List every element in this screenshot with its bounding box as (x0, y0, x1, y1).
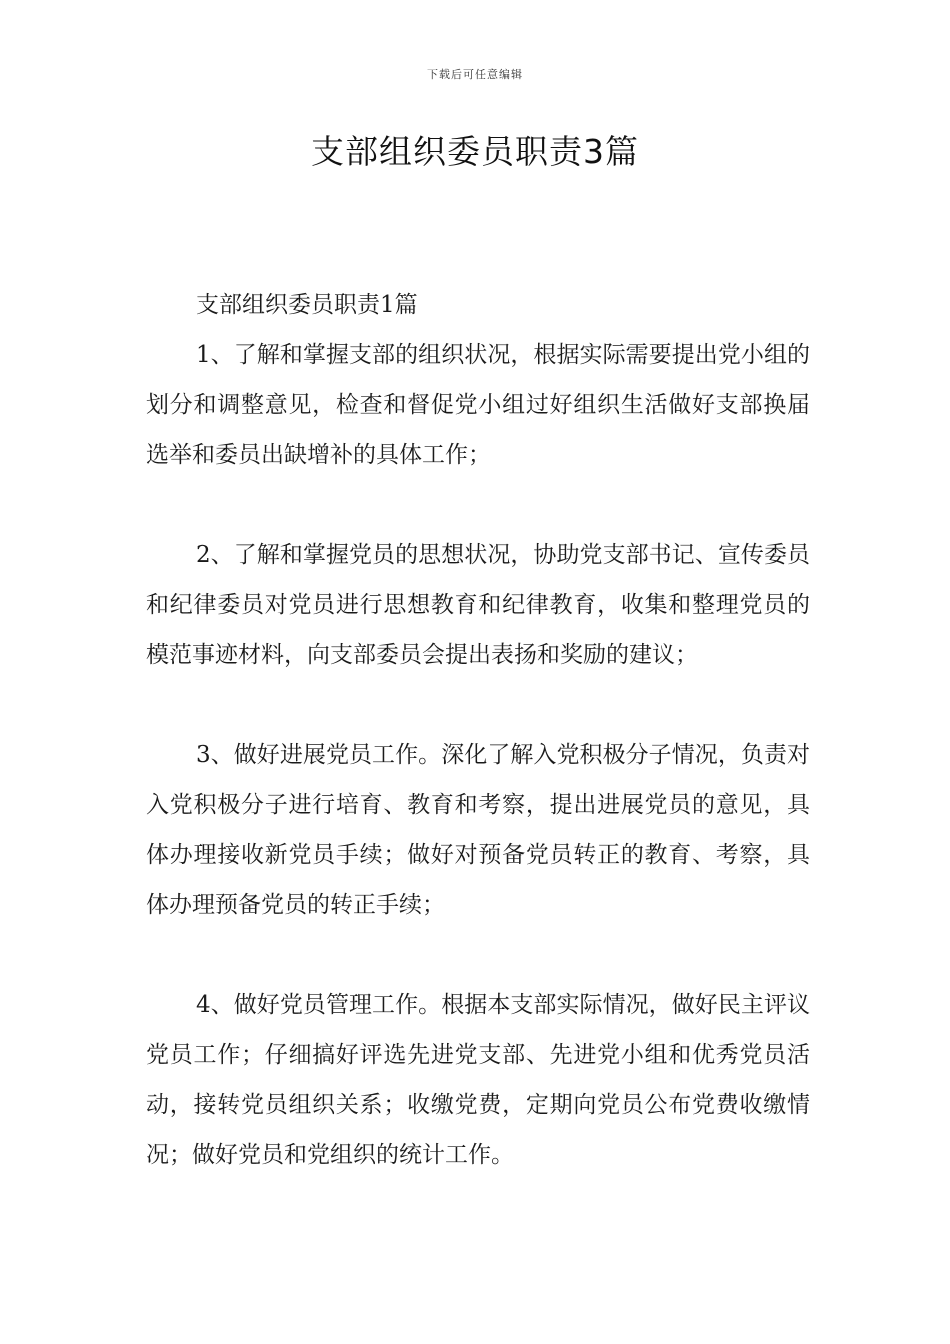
page-title: 支部组织委员职责3篇 (311, 132, 639, 171)
paragraph-gap (146, 930, 810, 980)
paragraph-2: 2、了解和掌握党员的思想状况，协助党支部书记、宣传委员和纪律委员对党员进行思想教育和纪律教育，收集和整理党员的模范事迹材料，向支部委员会提出表扬和奖励的建议； (146, 542, 810, 668)
document-body (146, 280, 810, 1180)
paragraph-1: 1、了解和掌握支部的组织状况，根据实际需要提出党小组的划分和调整意见，检查和督促党小组过好组织生活做好支部换届选举和委员出缺增补的具体工作； (146, 342, 810, 468)
paragraph-gap (146, 680, 810, 730)
header-note: 下载后可任意编辑 (427, 68, 523, 81)
paragraph-gap (146, 480, 810, 530)
paragraph-4: 4、做好党员管理工作。根据本支部实际情况，做好民主评议党员工作；仔细搞好评选先进党支部、先进党小组和优秀党员活动，接转党员组织关系；收缴党费，定期向党员公布党费收缴情况；做好党员和党组织的统计工作。 (146, 992, 810, 1168)
paragraph-3: 3、做好进展党员工作。深化了解入党积极分子情况，负责对入党积极分子进行培育、教育和考察，提出进展党员的意见，具体办理接收新党员手续；做好对预备党员转正的教育、考察，具体办理预备党员的转正手续； (146, 742, 810, 918)
section-heading: 支部组织委员职责1篇 (196, 292, 418, 318)
